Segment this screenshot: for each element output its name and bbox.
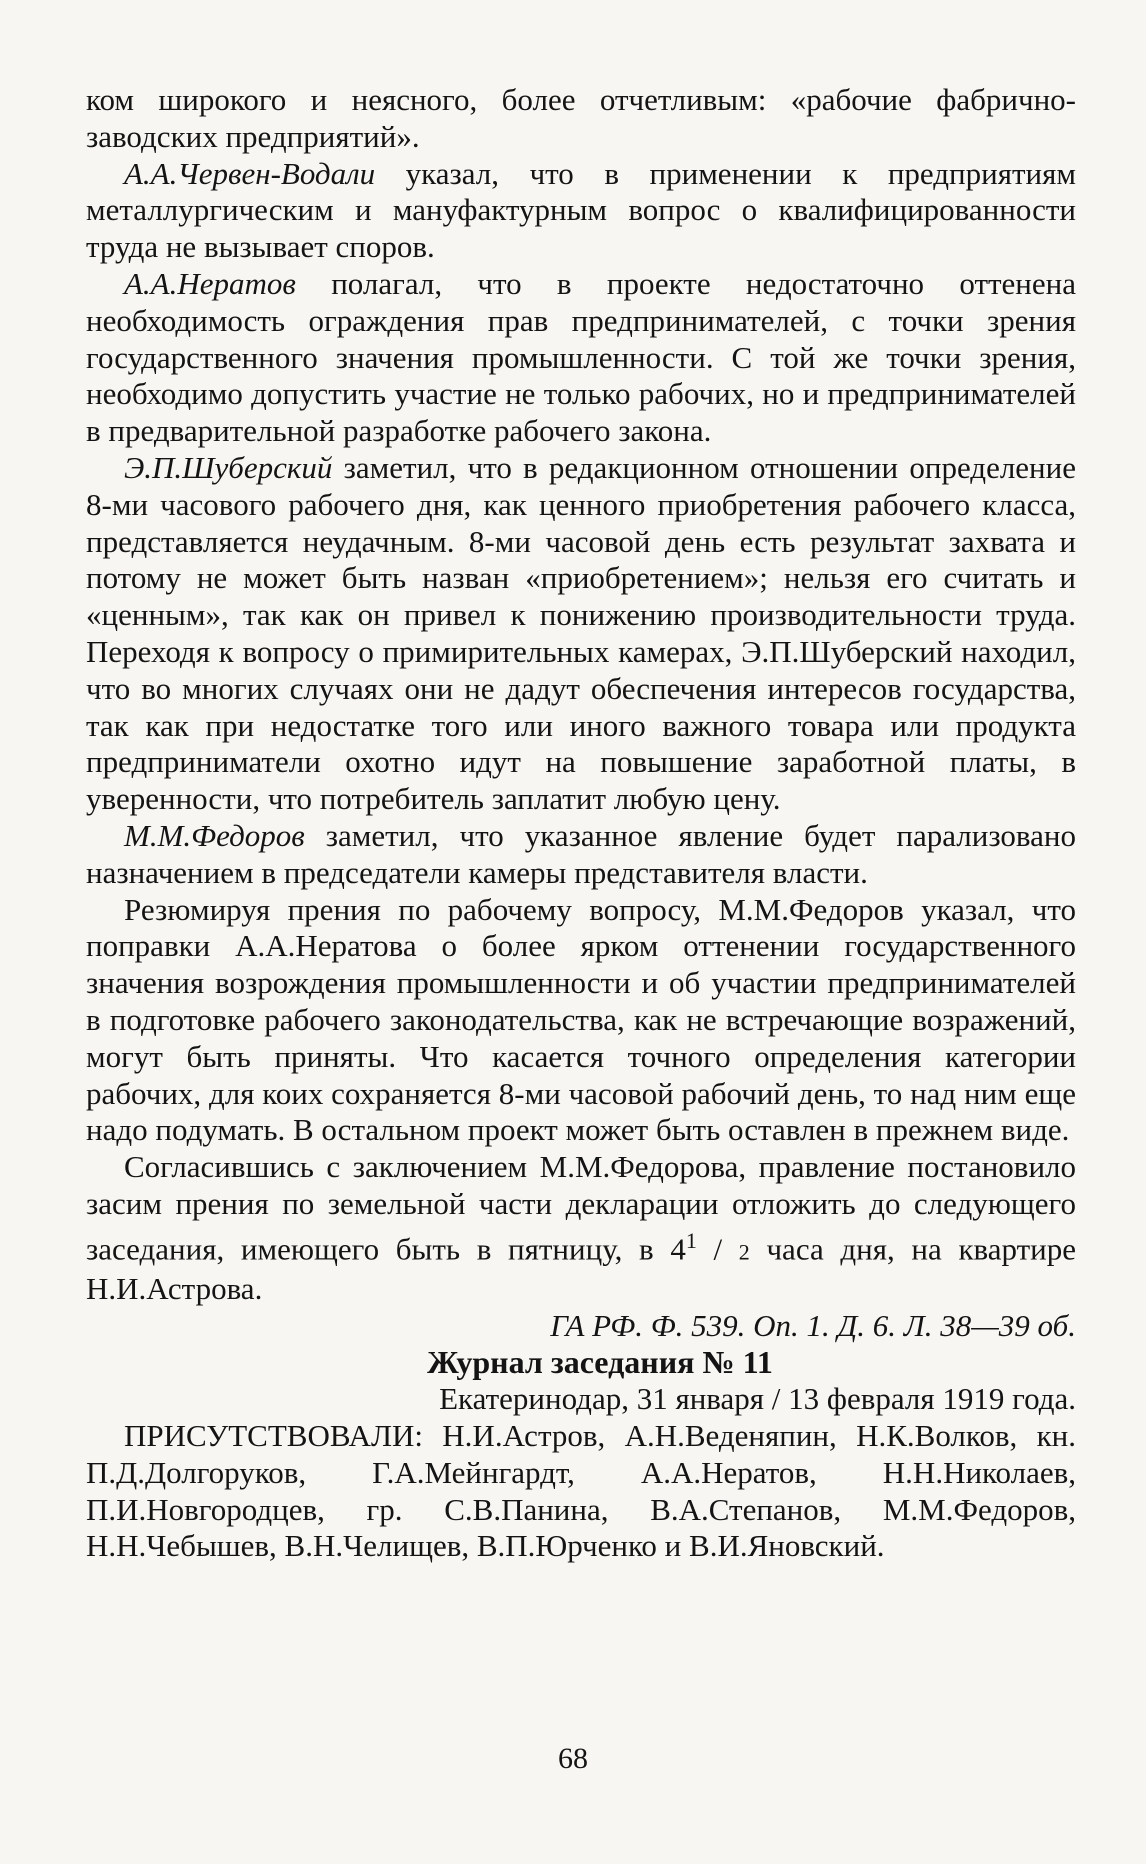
- fraction-denominator: 2: [738, 1239, 750, 1265]
- section-heading: Журнал заседания № 11: [427, 1344, 773, 1381]
- paragraph-text: заметил, что указанное явление будет парализовано назначением в председатели камеры представителя власти.: [86, 817, 1076, 890]
- paragraph-text: заметил, что в редакционном отношении определение 8-ми часового рабочего дня, как ценного приобретения рабочего класса, представляется неудачным. 8-ми часовой день есть результат захвата и потому не может быть назван «приобретением»; нельзя его считать и «ценным», так как он привел к понижению производительности труда. Переходя к вопросу о примирительных камерах, Э.П.Шуберский находил, что во многих случаях они не дадут обеспечения интересов государства, так как при недостатке того или иного важного товара или продукта предприниматели охотно идут на повышение заработной платы, в уверенности, что потребитель заплатит любую цену.: [86, 449, 1076, 817]
- attendees-paragraph: ПРИСУТСТВОВАЛИ: Н.И.Астров, А.Н.Веденяпин, Н.К.Волков, кн. П.Д.Долгоруков, Г.А.Мейнгардт, А.А.Нератов, Н.Н.Николаев, П.И.Новгородцев, гр. С.В.Панина, В.А.Степанов, М.М.Федоров, Н.Н.Чебышев, В.Н.Челищев, В.П.Юрченко и В.И.Яновский.: [86, 1418, 1076, 1564]
- paragraph-text: указал, что в применении к предприятиям металлургическим и мануфактурным вопрос о квалифицированности труда не вызывает споров.: [86, 155, 1076, 265]
- paragraph-text: Согласившись с заключением М.М.Федорова, правление постановило засим прения по земельной части декларации отложить до следующего заседания, имеющего быть в пятницу, в 4: [86, 1149, 1076, 1267]
- fraction-numerator: 1: [685, 1227, 697, 1253]
- speaker-name: А.А.Червен-Водали: [124, 155, 376, 191]
- paragraph-fedorov: [86, 818, 1076, 892]
- speaker-name: М.М.Федоров: [124, 817, 305, 853]
- paragraph-continuation: ком широкого и неясного, более отчетливым: «рабочие фабрично-заводских предприятий».: [86, 82, 1076, 154]
- paragraph-text: часа дня, на квартире Н.И.Астрова.: [86, 1231, 1076, 1306]
- paragraph-chervenvodali: [86, 156, 1076, 266]
- speaker-name: А.А.Нератов: [124, 265, 296, 301]
- fraction-separator: /: [696, 1231, 739, 1267]
- paragraph-resolution: [86, 1149, 1076, 1308]
- place-date: Екатеринодар, 31 января / 13 февраля 1919 года.: [439, 1381, 1076, 1417]
- source-citation: ГА РФ. Ф. 539. Оп. 1. Д. 6. Л. 38—39 об.: [550, 1307, 1076, 1343]
- main-text: [86, 82, 1076, 1565]
- paragraph-text: полагал, что в проекте недостаточно оттенена необходимость ограждения прав предпринимателей, с точки зрения государственного значения промышленности. С той же точки зрения, необходимо допустить участие не только рабочих, но и предпринимателей в предварительной разработке рабочего закона.: [86, 265, 1076, 449]
- paragraph-shuberskiy: [86, 450, 1076, 818]
- paragraph-summary: Резюмируя прения по рабочему вопросу, М.М.Федоров указал, что поправки А.А.Нератова о более ярком оттенении государственного значения возрождения промышленности и об участии предпринимателей в подготовке рабочего законодательства, как не встречающие возражений, могут быть приняты. Что касается точного определения категории рабочих, для коих сохраняется 8-ми часовой рабочий день, то над ним еще надо подумать. В остальном проект может быть оставлен в прежнем виде.: [86, 891, 1076, 1148]
- paragraph-neratov: [86, 266, 1076, 450]
- speaker-name: Э.П.Шуберский: [124, 449, 333, 485]
- page-number: 68: [558, 1742, 588, 1775]
